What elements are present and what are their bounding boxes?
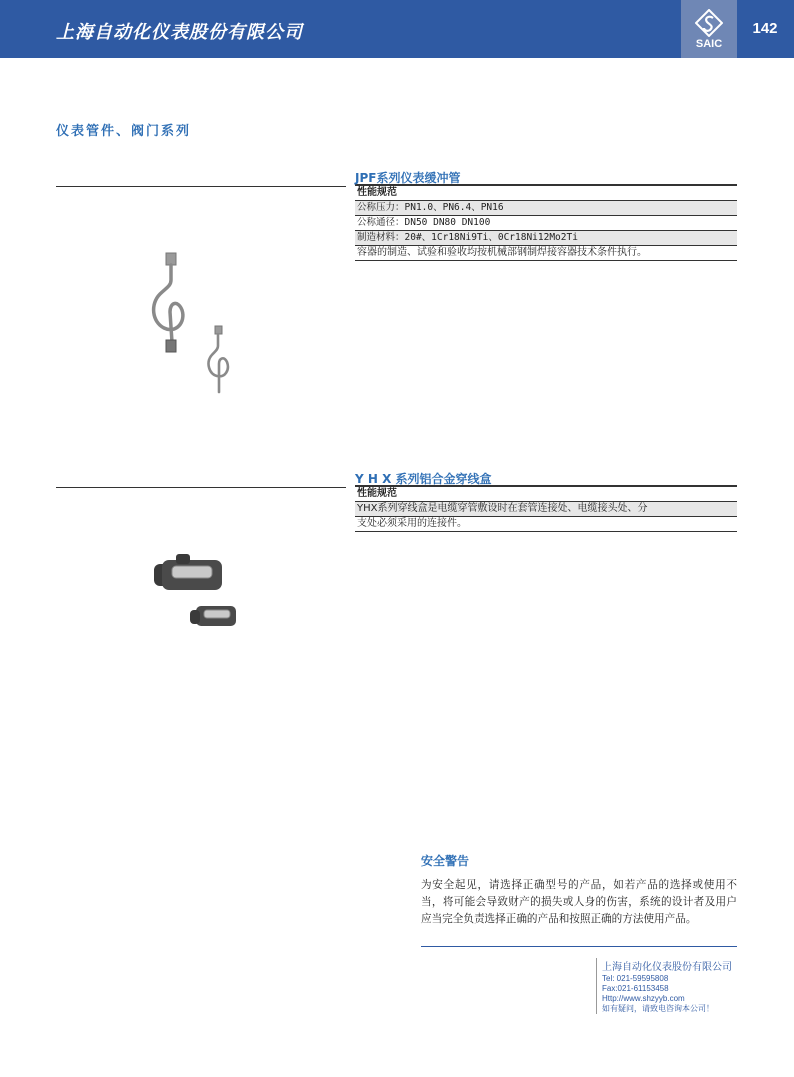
spec-heading: 性能规范	[355, 186, 737, 201]
spec-row: 制造材料：20#、1Cr18Ni9Ti、0Cr18Ni12Mo2Ti	[355, 231, 737, 246]
contact-fax: Fax:021-61153458	[602, 984, 669, 993]
contact-company: 上海自动化仪表股份有限公司	[602, 962, 732, 973]
contact-tel: Tel: 021-59595808	[602, 974, 669, 983]
spec-row: 公称通径：DN50 DN80 DN100	[355, 216, 737, 231]
product-title: Y H X 系列铝合金穿线盒	[355, 471, 737, 487]
logo-text: SAIC	[695, 38, 723, 50]
product-title: JPF系列仪表缓冲管	[355, 170, 737, 186]
junction-box-icon	[150, 548, 250, 633]
spec-row: YHX系列穿线盒是电缆穿管敷设时在套管连接处、电缆接头处、分	[355, 502, 737, 517]
saic-logo-icon	[695, 9, 723, 37]
divider	[56, 186, 346, 187]
section-title: 仪表管件、阀门系列	[56, 124, 192, 139]
page-number: 142	[752, 20, 778, 37]
company-name: 上海自动化仪表股份有限公司	[56, 22, 303, 43]
spec-row: 容器的制造、试验和验收均按机械部钢制焊接容器技术条件执行。	[355, 246, 737, 261]
contact-block	[596, 958, 732, 1014]
siphon-tube-icon	[140, 250, 260, 395]
spec-row: 支处必须采用的连接件。	[355, 517, 737, 532]
spec-heading: 性能规范	[355, 487, 737, 502]
product-jpf	[355, 170, 737, 261]
warning-body: 为安全起见，请选择正确型号的产品，如若产品的选择或使用不当，将可能会导致财产的损失或人身的伤害，系统的设计者及用户应当完全负责选择正确的产品和按照正确的方法使用产品。	[421, 879, 737, 925]
product-yhx	[355, 471, 737, 532]
warning-title: 安全警告	[421, 854, 470, 868]
divider	[421, 946, 737, 947]
spec-row: 公称压力：PN1.0、PN6.4、PN16	[355, 201, 737, 216]
divider	[56, 487, 346, 488]
safety-warning	[421, 852, 737, 928]
contact-note: 如有疑问，请致电咨询本公司！	[602, 1004, 714, 1013]
saic-logo	[681, 0, 737, 58]
page-header	[0, 0, 794, 58]
contact-web[interactable]: Http://www.shzyyb.com	[602, 994, 685, 1003]
